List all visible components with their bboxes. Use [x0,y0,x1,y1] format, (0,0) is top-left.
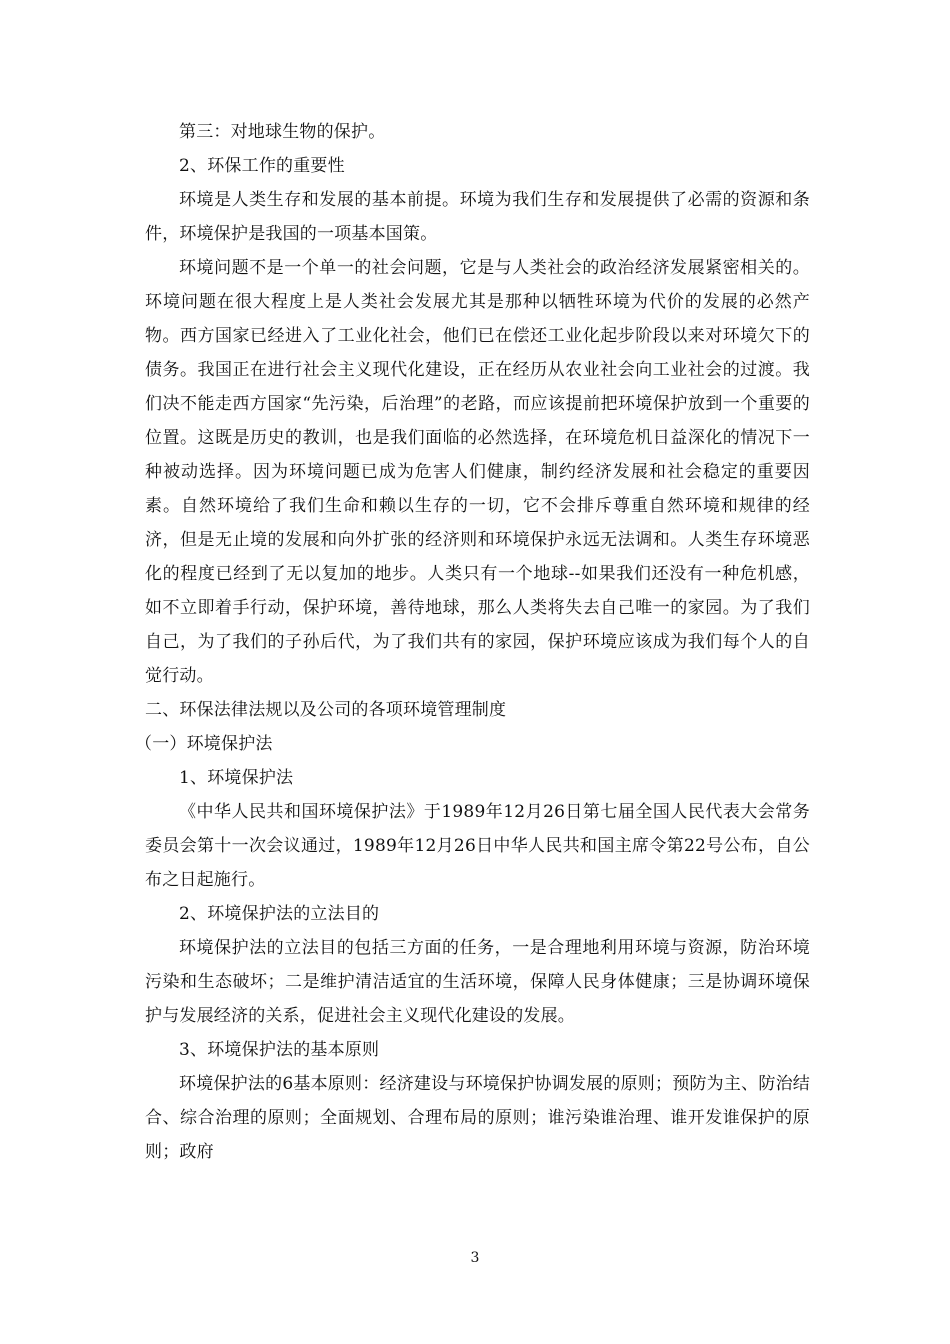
document-body [135,115,810,1169]
subsection-heading-env-law: （一）环境保护法 [135,734,273,754]
paragraph-environment-problem: 环境问题不是一个单一的社会问题，它是与人类社会的政治经济发展紧密相关的。环境问题在很大程度上是人类社会发展尤其是那种以牺牲环境为代价的发展的必然产物。西方国家已经进入了工业化社会，他们已在偿还工业化起步阶段以来对环境欠下的债务。我国正在进行社会主义现代化建设，正在经历从农业社会向工业社会的过渡。我们决不能走西方国家“先污染，后治理”的老路，而应该提前把环境保护放到一个重要的位置。这既是历史的教训，也是我们面临的必然选择，在环境危机日益深化的情况下一种被动选择。因为环境问题已成为危害人们健康，制约经济发展和社会稳定的重要因素。自然环境给了我们生命和赖以生存的一切，它不会排斥尊重自然环境和规律的经济，但是无止境的发展和向外扩张的经济则和环境保护永远无法调和。人类生存环境恶化的程度已经到了无以复加的地步。人类只有一个地球--如果我们还没有一种危机感，如不立即着手行动，保护环境，善待地球，那么人类将失去自己唯一的家园。为了我们自己，为了我们的子孙后代，为了我们共有的家园，保护环境应该成为我们每个人的自觉行动。 [145,258,810,686]
section-heading-laws: 二、环保法律法规以及公司的各项环境管理制度 [145,700,507,720]
heading-importance: 2、环保工作的重要性 [179,156,345,176]
paragraph-basic-principles: 环境保护法的6基本原则：经济建设与环境保护协调发展的原则；预防为主、防治结合、综合治理的原则；全面规划、合理布局的原则；谁污染谁治理、谁开发谁保护的原则；政府 [145,1074,810,1162]
paragraph-legislative-purpose: 环境保护法的立法目的包括三方面的任务，一是合理地利用环境与资源，防治环境污染和生态破坏；二是维护清洁适宜的生活环境，保障人民身体健康；三是协调环境保护与发展经济的关系，促进社会主义现代化建设的发展。 [145,938,810,1026]
heading-legislative-purpose: 2、环境保护法的立法目的 [179,904,380,924]
paragraph-law-enactment: 《中华人民共和国环境保护法》于1989年12月26日第七届全国人民代表大会常务委员会第十一次会议通过，1989年12月26日中华人民共和国主席令第22号公布，自公布之日起施行。 [145,802,810,890]
heading-basic-principles: 3、环境保护法的基本原则 [179,1040,380,1060]
paragraph-environment-premise: 环境是人类生存和发展的基本前提。环境为我们生存和发展提供了必需的资源和条件，环境保护是我国的一项基本国策。 [145,190,810,244]
paragraph-third-protection: 第三：对地球生物的保护。 [179,122,386,142]
heading-env-law: 1、环境保护法 [179,768,294,788]
page-number: 3 [470,1250,480,1266]
